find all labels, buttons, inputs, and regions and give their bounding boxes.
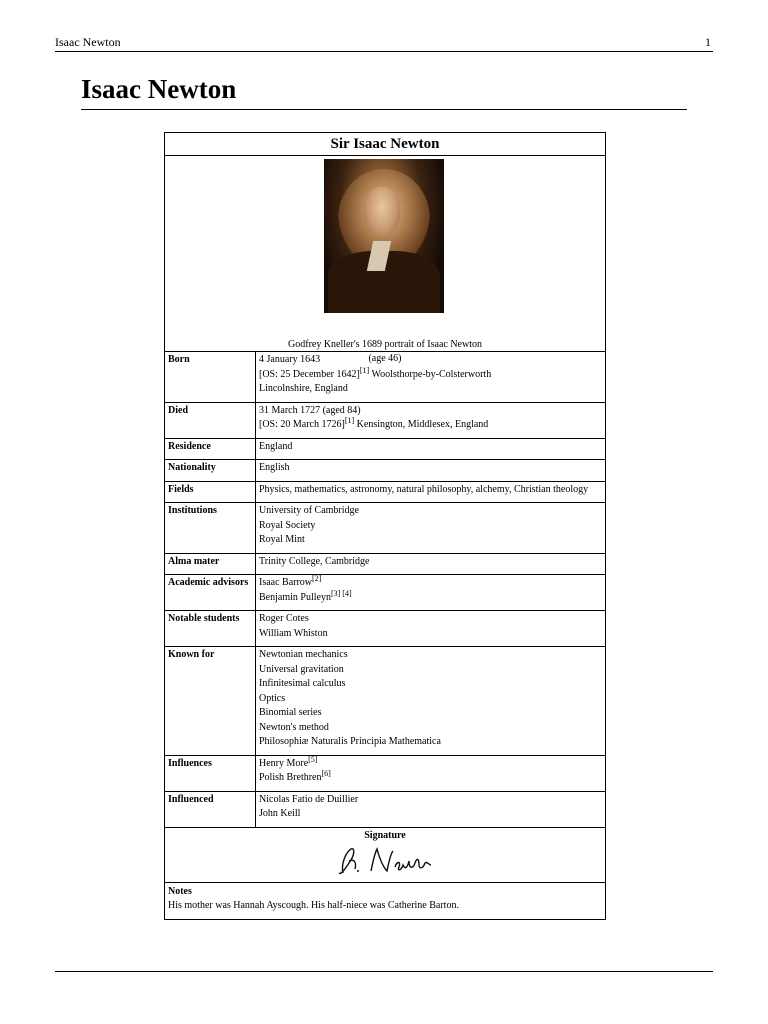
row-value-text: [OS: 20 March 1726]: [259, 419, 345, 430]
row-value-text: Physics, mathematics, astronomy, natural philosophy, alchemy, Christian theology: [259, 483, 589, 495]
row-value-line: [259, 754, 602, 772]
row-value-text: Polish Brethren: [259, 772, 322, 783]
row-value-text: 4 January 1643: [259, 354, 321, 365]
row-label: Known for: [165, 647, 256, 756]
row-value-line: [259, 663, 602, 678]
portrait-face: [364, 187, 400, 237]
row-value-text: English: [259, 462, 290, 473]
row-label: Nationality: [165, 460, 256, 482]
row-value-text: Nicolas Fatio de Duillier: [259, 793, 359, 805]
row-value-line: [259, 771, 602, 786]
row-value-text: John Keill: [259, 808, 301, 819]
infobox-rows: [165, 352, 605, 827]
notes-label: Notes: [168, 885, 192, 897]
row-value-line: [259, 461, 602, 476]
row-value-text: Lincolnshire, England: [259, 383, 348, 394]
row-label: Alma mater: [165, 553, 256, 575]
row-value-text: Philosophiæ Naturalis Principia Mathematica: [259, 736, 441, 747]
row-value-text: Henry More: [259, 757, 309, 769]
citation-ref[interactable]: [1]: [344, 416, 355, 425]
portrait-image: [324, 159, 444, 313]
row-value-line: [259, 418, 602, 433]
row-value-text: William Whiston: [259, 627, 328, 639]
row-value-line: [259, 612, 602, 627]
row-value-line: [259, 793, 602, 808]
infobox-row: [165, 647, 605, 756]
row-value-line: [259, 555, 602, 570]
infobox-row: [165, 575, 605, 611]
footer-rule: [55, 971, 713, 972]
infobox-table: [165, 352, 605, 828]
row-value: [256, 647, 606, 756]
infobox-row: [165, 553, 605, 575]
row-value-line: [259, 588, 602, 606]
row-value-text: [OS: 25 December 1642]: [259, 368, 360, 380]
row-value-text: Universal gravitation: [259, 663, 344, 675]
row-value-text-after: Kensington, Middlesex, England: [354, 419, 489, 430]
row-value-line: [259, 440, 602, 455]
row-value-line: [259, 483, 602, 498]
row-value-text: Newton's method: [259, 721, 329, 733]
infobox-row: [165, 460, 605, 482]
row-label: Died: [165, 402, 256, 438]
notes-text: His mother was Hannah Ayscough. His half-niece was Catherine Barton.: [168, 900, 459, 911]
row-value-text: Newtonian mechanics: [259, 649, 348, 660]
row-value-text: Optics: [259, 692, 286, 704]
row-value-line: [259, 382, 602, 397]
row-label: Institutions: [165, 503, 256, 554]
infobox-row: [165, 791, 605, 827]
row-value: [256, 503, 606, 554]
running-header-title: Isaac Newton: [55, 35, 121, 49]
row-value-text: Roger Cotes: [259, 613, 309, 624]
row-value-text: Binomial series: [259, 707, 322, 718]
row-value-text: Royal Society: [259, 519, 316, 531]
row-value: [256, 755, 606, 791]
citation-ref[interactable]: [5]: [308, 754, 318, 764]
row-value: [256, 402, 606, 438]
row-value-line: [259, 807, 602, 822]
citation-ref[interactable]: [2]: [312, 574, 322, 583]
signature-image: [335, 843, 435, 879]
image-caption-line: Godfrey Kneller's 1689 portrait of Isaac Newton: [288, 339, 482, 350]
row-value-line: [259, 706, 602, 721]
row-value-text: University of Cambridge: [259, 505, 359, 516]
row-value: [256, 553, 606, 575]
infobox-row: [165, 481, 605, 503]
infobox-row: [165, 611, 605, 647]
infobox: [164, 132, 606, 920]
row-value: [256, 481, 606, 503]
row-value-text: 31 March 1727 (aged 84): [259, 404, 361, 416]
row-value-line: [259, 677, 602, 692]
row-value-text: Trinity College, Cambridge: [259, 555, 370, 567]
row-value-line: [259, 519, 602, 534]
row-value: [256, 460, 606, 482]
page-title: Isaac Newton: [81, 74, 237, 104]
infobox-row: [165, 755, 605, 791]
page-number: 1: [705, 35, 711, 49]
notes-cell: [165, 883, 605, 919]
row-value: [256, 575, 606, 611]
row-value-line: [259, 648, 602, 663]
citation-ref[interactable]: [1]: [359, 365, 370, 375]
page-title-block: [81, 72, 687, 110]
row-label: Influenced: [165, 791, 256, 827]
row-label: Born: [165, 352, 256, 402]
row-value-text: Infinitesimal calculus: [259, 678, 346, 689]
row-value-line: [259, 576, 602, 591]
row-value-line: [259, 365, 602, 383]
row-value-text: England: [259, 440, 293, 452]
citation-ref[interactable]: [3] [4]: [330, 588, 352, 598]
row-label: Influences: [165, 755, 256, 791]
row-label: Fields: [165, 481, 256, 503]
infobox-row: [165, 438, 605, 460]
row-value: [256, 611, 606, 647]
row-value-line: [259, 627, 602, 642]
row-value-line: [259, 735, 602, 750]
citation-ref[interactable]: [6]: [321, 769, 331, 778]
infobox-row: [165, 402, 605, 438]
running-header: [55, 35, 713, 52]
row-value-line: [259, 692, 602, 707]
row-label: Notable students: [165, 611, 256, 647]
signature-cell: [165, 828, 605, 883]
row-value-text-after: Woolsthorpe-by-Colsterworth: [369, 368, 492, 380]
row-label: Academic advisors: [165, 575, 256, 611]
row-value-text: Isaac Barrow: [259, 577, 313, 588]
row-value: [256, 438, 606, 460]
infobox-row: [165, 503, 605, 554]
row-label: Residence: [165, 438, 256, 460]
row-value-text: Benjamin Pulleyn: [259, 591, 331, 603]
row-value-line: [259, 533, 602, 548]
infobox-title: Sir Isaac Newton: [165, 133, 605, 156]
row-value-text: Royal Mint: [259, 534, 305, 545]
row-value: [256, 791, 606, 827]
row-value-line: [259, 504, 602, 519]
row-value-line: [259, 721, 602, 736]
row-value-line: [259, 404, 602, 419]
image-caption-line: (age 46): [368, 353, 402, 364]
image-caption: [165, 338, 605, 366]
signature-label: Signature: [364, 829, 406, 841]
